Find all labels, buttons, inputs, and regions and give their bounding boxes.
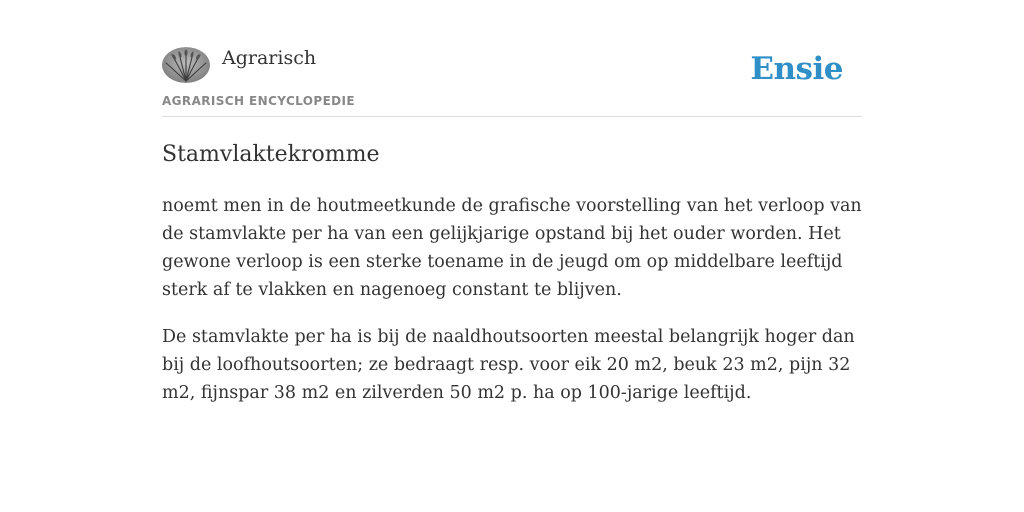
- ensie-logo-link[interactable]: Ensie: [750, 51, 843, 87]
- page: [162, 0, 862, 403]
- article-body: [162, 192, 862, 426]
- site-subtitle: AGRARISCH ENCYCLOPEDIE: [162, 94, 355, 108]
- header: [162, 0, 862, 117]
- article-paragraph: De stamvlakte per ha is bij de naaldhoutsoorten meestal belangrijk hoger dan bij de loofhoutsoorten; ze bedraagt resp. voor eik 20 m2, beuk 23 m2, pijn 32 m2, fijnspar 38 m2 en zilverden 50 m2 p. ha op 100-jarige leeftijd.: [162, 327, 855, 403]
- article-paragraph: noemt men in de houtmeetkunde de grafische voorstelling van het verloop van de stamvlakte per ha van een gelijkjarige opstand bij het ouder worden. Het gewone verloop is een sterke toename in de jeugd om op middelbare leeftijd sterk af te vlakken en nagenoeg constant te blijven.: [162, 196, 862, 300]
- article-title: Stamvlaktekromme: [162, 142, 380, 167]
- wheat-icon[interactable]: [162, 47, 210, 83]
- site-title-link[interactable]: Agrarisch: [222, 47, 317, 69]
